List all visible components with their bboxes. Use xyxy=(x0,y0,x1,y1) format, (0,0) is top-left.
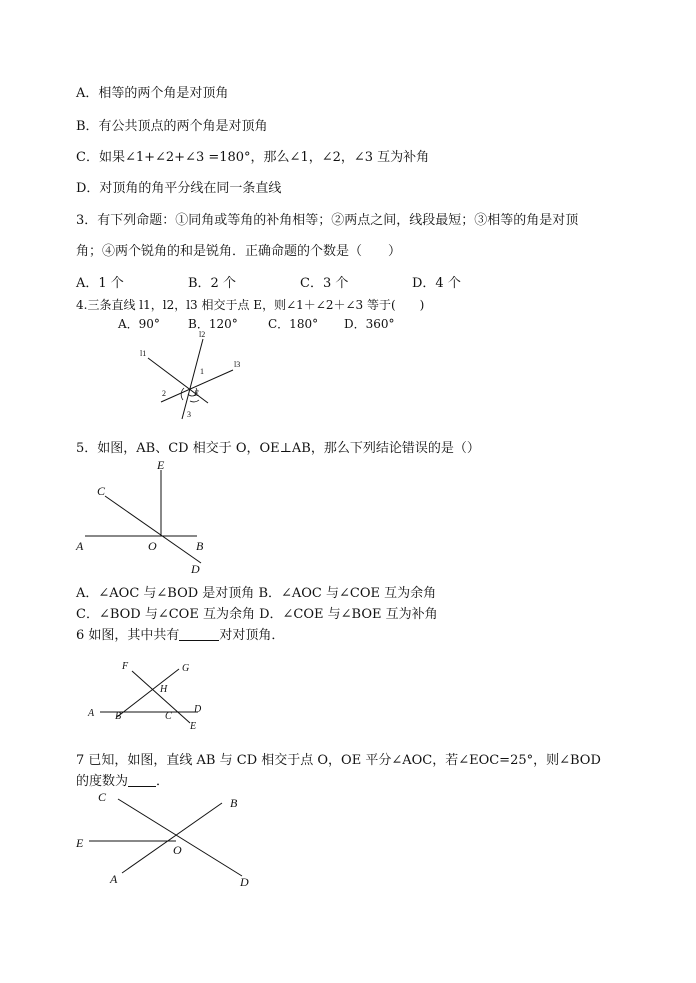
q5-options-line1: A．∠AOC 与∠BOD 是对顶角 B．∠AOC 与∠COE 互为余角 xyxy=(76,586,437,601)
q4-label-l1: l1 xyxy=(140,349,147,358)
q6-label-f: F xyxy=(122,661,129,672)
q6-line-fe xyxy=(132,671,190,723)
q4-option-b: B．120° xyxy=(188,317,238,331)
q5-figure xyxy=(75,455,225,575)
q4-line-l2 xyxy=(182,339,203,419)
q5-label-a: A xyxy=(76,539,84,553)
q4-label-e: E xyxy=(194,389,199,398)
q7-stem-line1: 7 已知，如图，直线 AB 与 CD 相交于点 O，OE 平分∠AOC，若∠EOC=25°，则∠BOD xyxy=(76,753,601,768)
q7-stem-before: 的度数为 xyxy=(76,774,129,789)
q6-answer-blank[interactable] xyxy=(179,628,219,641)
q3-stem-line2: 角；④两个锐角的和是锐角．正确命题的个数是（ ） xyxy=(76,244,402,259)
q3-option-b: B．2 个 xyxy=(188,276,236,291)
q4-label-angle2: 2 xyxy=(162,389,166,398)
q5-label-o: O xyxy=(148,539,157,553)
option-b-prev: B．有公共顶点的两个角是对顶角 xyxy=(76,119,268,134)
q4-label-angle3: 3 xyxy=(187,410,191,419)
q6-label-h: H xyxy=(160,684,168,695)
q6-figure xyxy=(86,657,216,737)
q3-option-a: A．1 个 xyxy=(76,276,124,291)
q3-stem-line1: 3．有下列命题：①同角或等角的补角相等；②两点之间，线段最短；③相等的角是对顶 xyxy=(76,213,579,228)
q4-angle2-arc xyxy=(181,388,184,400)
q6-label-b: B xyxy=(115,711,122,722)
q5-stem: 5．如图，AB、CD 相交于 O，OE⊥AB，那么下列结论错误的是（） xyxy=(76,441,480,456)
q7-label-b: B xyxy=(230,796,238,810)
option-c-prev: C．如果∠1+∠2+∠3 =180°，那么∠1，∠2，∠3 互为补角 xyxy=(76,150,430,165)
q4-label-angle1: 1 xyxy=(200,367,204,376)
q5-label-c: C xyxy=(97,484,106,498)
q5-label-e: E xyxy=(157,458,165,472)
q5-label-d: D xyxy=(191,562,200,576)
q3-option-d: D．4 个 xyxy=(412,276,461,291)
q6-line-bg xyxy=(117,669,179,717)
q4-label-l2: l2 xyxy=(199,330,206,339)
q4-line-l1 xyxy=(148,358,208,403)
q4-angle3-arc xyxy=(190,400,199,402)
q5-label-b: B xyxy=(196,539,204,553)
q6-label-e: E xyxy=(190,721,197,732)
q6-label-c: C xyxy=(165,711,172,722)
q7-label-o: O xyxy=(173,843,182,857)
q7-stem-after: ． xyxy=(156,774,170,789)
q7-label-a: A xyxy=(110,872,118,886)
q4-option-d: D．360° xyxy=(344,317,395,331)
q4-option-a: A．90° xyxy=(118,317,160,331)
q5-options-line2: C．∠BOD 与∠COE 互为余角 D．∠COE 与∠BOE 互为补角 xyxy=(76,607,438,622)
option-a-prev: A．相等的两个角是对顶角 xyxy=(76,86,229,101)
q6-stem-after: 对对顶角． xyxy=(219,628,285,643)
q6-stem-before: 6 如图，其中共有 xyxy=(76,628,180,643)
q7-label-c: C xyxy=(98,790,107,804)
q6-label-a: A xyxy=(88,708,95,719)
q7-figure xyxy=(70,785,270,895)
q7-label-d: D xyxy=(240,875,249,889)
q3-options xyxy=(76,272,461,291)
q6-label-d: D xyxy=(194,704,202,715)
q6-label-g: G xyxy=(182,663,190,674)
option-d-prev: D．对顶角的角平分线在同一条直线 xyxy=(76,181,282,196)
q4-stem: 4.三条直线 l1，l2，l3 相交于点 E，则∠1＋∠2＋∠3 等于( ) xyxy=(76,298,425,312)
q4-option-c: C．180° xyxy=(268,317,319,331)
q7-line-cd xyxy=(118,799,242,876)
q7-label-e: E xyxy=(76,836,84,850)
q4-label-l3: l3 xyxy=(234,360,241,369)
q6-stem xyxy=(76,624,284,643)
q3-option-c: C．3 个 xyxy=(300,276,349,291)
q7-line-ab xyxy=(122,803,222,873)
q4-figure xyxy=(130,325,250,420)
